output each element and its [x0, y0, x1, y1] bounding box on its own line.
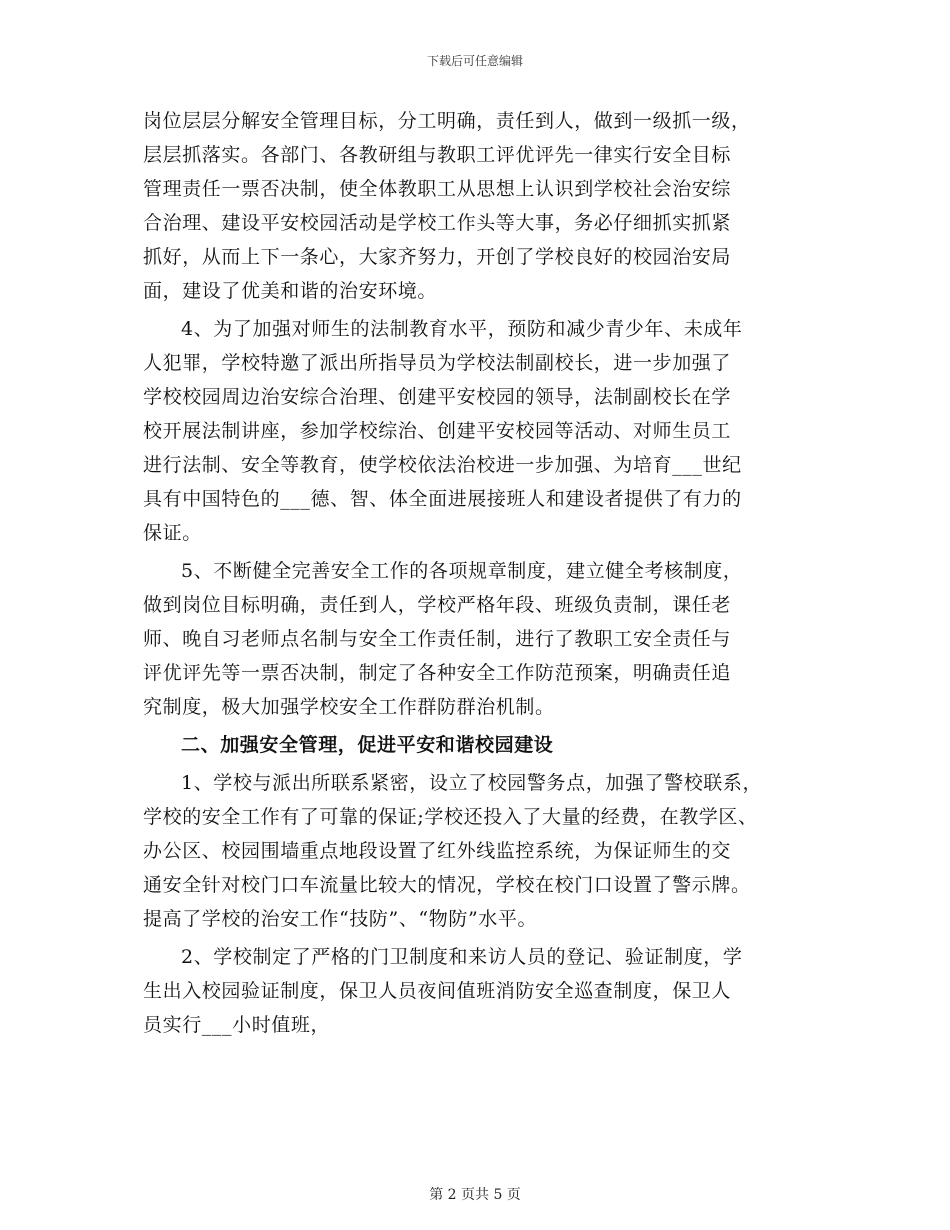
- paragraph: [143, 312, 809, 550]
- text-line: 二、加强安全管理，促进平安和谐校园建设: [181, 734, 554, 756]
- text-line: 管理责任一票否决制，使全体教职工从思想上认识到学校社会治安综: [143, 178, 732, 200]
- text-line: 层层抓落实。各部门、各教研组与教职工评优评先一律实行安全目标: [143, 144, 732, 166]
- page-footer: 第 2 页共 5 页: [429, 1187, 521, 1203]
- paragraph: [143, 940, 809, 1042]
- text-line: 员实行___小时值班，: [143, 1014, 331, 1036]
- text-line: 办公区、校园围墙重点地段设置了红外线监控系统，为保证师生的交: [143, 840, 732, 862]
- section-heading: [143, 728, 809, 762]
- text-line: 学校校园周边治安综合治理、创建平安校园的领导，法制副校长在学: [143, 386, 732, 408]
- paragraph: [143, 766, 809, 936]
- text-line: 合治理、建设平安校园活动是学校工作头等大事，务必仔细抓实抓紧: [143, 212, 732, 234]
- page-header: 下载后可任意编辑: [426, 54, 523, 68]
- paragraph: [143, 554, 809, 724]
- text-line: 校开展法制讲座，参加学校综治、创建平安校园等活动、对师生员工: [143, 420, 732, 442]
- text-line: 做到岗位目标明确，责任到人，学校严格年段、班级负责制，课任老: [143, 594, 732, 616]
- text-line: 保证。: [143, 522, 202, 544]
- text-line: 提高了学校的治安工作“技防”、“物防”水平。: [143, 908, 538, 930]
- text-line: 究制度，极大加强学校安全工作群防群治机制。: [143, 696, 555, 718]
- text-line: 通安全针对校门口车流量比较大的情况，学校在校门口设置了警示牌。: [143, 874, 751, 896]
- document-body: [143, 104, 809, 1046]
- text-line: 4、为了加强对师生的法制教育水平，预防和减少青少年、未成年: [181, 318, 743, 340]
- text-line: 1、学校与派出所联系紧密，设立了校园警务点，加强了警校联系，: [181, 772, 763, 794]
- text-line: 2、学校制定了严格的门卫制度和来访人员的登记、验证制度，学: [181, 946, 743, 968]
- text-line: 岗位层层分解安全管理目标，分工明确，责任到人，做到一级抓一级，: [143, 110, 751, 132]
- paragraph: [143, 104, 809, 308]
- text-line: 人犯罪，学校特邀了派出所指导员为学校法制副校长，进一步加强了: [143, 352, 732, 374]
- text-line: 进行法制、安全等教育，使学校依法治校进一步加强、为培育___世纪: [143, 454, 742, 476]
- text-line: 抓好，从而上下一条心，大家齐努力，开创了学校良好的校园治安局: [143, 246, 732, 268]
- text-line: 面，建设了优美和谐的治安环境。: [143, 280, 438, 302]
- text-line: 5、不断健全完善安全工作的各项规章制度，建立健全考核制度，: [181, 560, 743, 582]
- text-line: 生出入校园验证制度，保卫人员夜间值班消防安全巡查制度，保卫人: [143, 980, 732, 1002]
- text-line: 评优评先等一票否决制，制定了各种安全工作防范预案，明确责任追: [143, 662, 732, 684]
- text-line: 具有中国特色的___德、智、体全面进展接班人和建设者提供了有力的: [143, 488, 742, 510]
- text-line: 师、晚自习老师点名制与安全工作责任制，进行了教职工安全责任与: [143, 628, 732, 650]
- text-line: 学校的安全工作有了可靠的保证;学校还投入了大量的经费，在教学区、: [143, 806, 758, 828]
